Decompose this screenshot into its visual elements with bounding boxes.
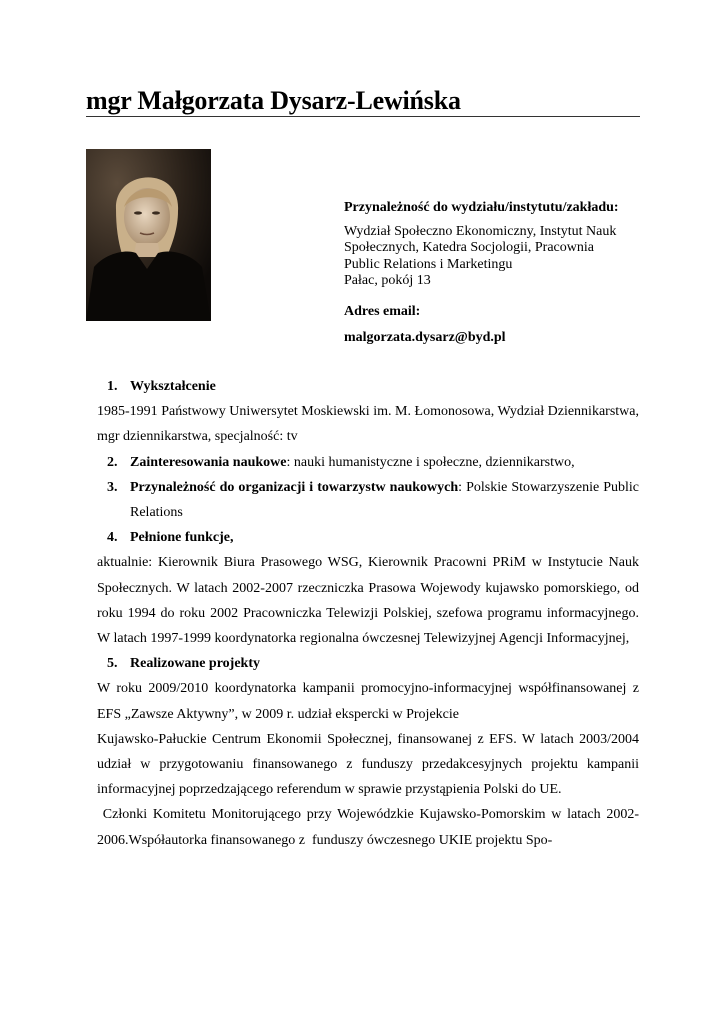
- projects-text: Członki Komitetu Monitorującego przy Wojewódzkie Kujawsko-Pomorskim w latach 2002-2006.Współautorka finansowanego z funduszy ówczesnego UKIE projektu Spo-: [97, 807, 640, 848]
- section-interests: [107, 450, 639, 475]
- affiliation-block: [344, 200, 644, 347]
- section-memberships: [107, 475, 639, 525]
- section-title: Pełnione funkcje,: [130, 530, 234, 546]
- section-number: 1.: [107, 379, 118, 394]
- memberships-text: : Polskie Stowarzyszenie Public Relations: [130, 479, 639, 521]
- section-functions-heading: [107, 525, 639, 550]
- page-title: mgr Małgorzata Dysarz-Lewińska: [86, 86, 461, 115]
- section-number: 2.: [107, 454, 118, 470]
- email-address: malgorzata.dysarz@byd.pl: [344, 330, 506, 345]
- email-heading: Adres email:: [344, 303, 421, 319]
- section-number: 3.: [107, 479, 118, 495]
- affiliation-line: Pałac, pokój 13: [344, 273, 431, 288]
- section-education-heading: [107, 374, 639, 399]
- section-projects-heading: [107, 651, 639, 676]
- affiliation-heading: Przynależność do wydziału/instytutu/zakładu:: [344, 200, 619, 215]
- section-title: Zainteresowania naukowe: [130, 454, 287, 470]
- title-underline: [86, 116, 640, 117]
- cv-content: [97, 374, 640, 853]
- functions-text: aktualnie: Kierownik Biura Prasowego WSG, Kierownik Pracowni PRiM w Instytucie Nauk Społecznych. W latach 2002-2007 rzeczniczka Prasowa Wojewody kujawsko pomorskiego, od roku 1994 do roku 2002 Pracowniczka Telewizji Polskiej, szefowa programu informacyjnego. W latach 1997-1999 koordynatorka regionalna ówczesnej Telewizyjnej Agencji Informacyjnej,: [97, 555, 639, 647]
- projects-text: W roku 2009/2010 koordynatorka kampanii promocyjno-informacyjnej współfinansowanej z EFS „Zawsze Aktywny”, w 2009 r. udział ekspercki w Projekcie: [97, 681, 639, 722]
- section-title: Realizowane projekty: [130, 656, 260, 672]
- affiliation-line: Wydział Społeczno Ekonomiczny, Instytut Nauk: [344, 223, 617, 239]
- portrait-image: [86, 149, 211, 321]
- education-text: 1985-1991 Państwowy Uniwersytet Moskiewski im. M. Łomonosowa, Wydział Dziennikarstwa, mgr dziennikarstwa, specjalność: tv: [97, 404, 639, 445]
- section-title: Przynależność do organizacji i towarzystw naukowych: [130, 479, 459, 495]
- interests-text: : nauki humanistyczne i społeczne, dziennikarstwo,: [286, 454, 575, 470]
- projects-text: Kujawsko-Pałuckie Centrum Ekonomii Społecznej, finansowanej z EFS. W latach 2003/2004 udział w przygotowaniu finansowanego z funduszy przedakcesyjnych projektu kampanii informacyjnej poprzedzającego referendum w sprawie przystąpienia Polski do UE.: [97, 731, 639, 798]
- affiliation-line: Public Relations i Marketingu: [344, 256, 513, 272]
- section-number: 4.: [107, 530, 118, 546]
- section-title: Wykształcenie: [130, 379, 216, 394]
- affiliation-line: Społecznych, Katedra Socjologii, Pracownia: [344, 240, 594, 255]
- portrait-photo: [86, 149, 211, 321]
- section-number: 5.: [107, 656, 118, 672]
